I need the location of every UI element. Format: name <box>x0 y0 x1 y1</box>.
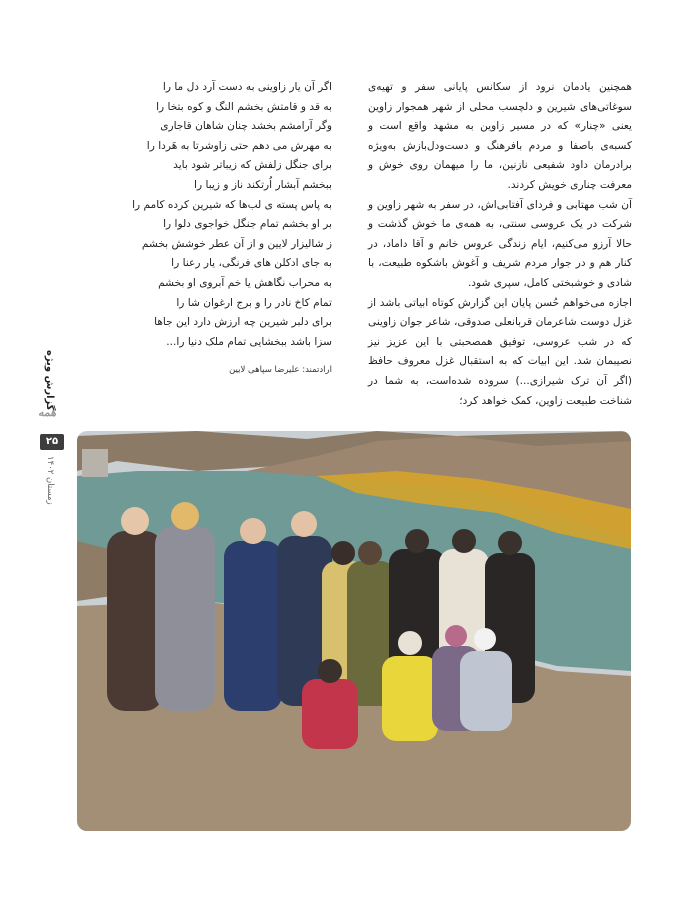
article-paragraph: آن شب مهتابی و فردای آفتابی‌اش، در سفر به شهر زاوین و شرکت در یک عروسی سنتی، به همه‌ی ما خوش گذشت و حالا آرزو می‌کنیم، ایام زندگی عروس خانم و آقا داماد، در کنار هم و در جوار مردم شریف و آغوش باشکوه طبیعت، با شادی و خوشبختی کامل، سپری شود. <box>368 198 632 289</box>
person <box>291 511 317 537</box>
section-title: گزارش ویژه <box>44 350 55 411</box>
person <box>331 541 355 565</box>
article-body-right <box>368 78 632 411</box>
poem-line: تمام کاخ نادر را و برج ارغوان شا را <box>176 296 332 309</box>
person <box>121 507 149 535</box>
person <box>405 529 429 553</box>
page-sidebar <box>32 350 74 520</box>
group-photo <box>77 431 631 831</box>
poem-line: ببخشم آبشار اُرتکند ناز و زیبا را <box>194 178 332 191</box>
poem-line: به محراب نگاهش یا خم آبروی او بخشم <box>158 276 332 289</box>
poem-line: به مهرش می دهم حتی زاوشرتا به هَردا را <box>146 139 332 152</box>
author-credit: ارادتمند: علیرضا سپاهی لایین <box>229 365 332 375</box>
poem-line: بر او بخشم تمام جنگل خواجوی دلوا را <box>163 218 332 231</box>
poem-line: به پاس پسته ی لب‌ها که شیرین کرده کامم را <box>132 198 332 211</box>
person <box>498 531 522 555</box>
person <box>452 529 476 553</box>
poem-line: برای جنگل زلفش که زیباتر شود باید <box>173 159 332 172</box>
poem-line: برای دلبر شیرین چه ارزش دارد این جاها <box>154 316 332 329</box>
poem-block <box>118 78 332 352</box>
issue-date: زمستان ۱۴۰۲ <box>45 456 55 505</box>
article-paragraph: اجازه می‌خواهم حُسن پایان این گزارش کوتاه ابیاتی باشد از غزل دوست شاعرمان قربانعلی صدوقی، شاعر جوان زاوینی که در شب عروسی، توفیق همصحبتی با این عزیز نیز نصیبمان شد. این ابیات که به استقبال غزل معروف حافظ (اگر آن ترک شیرازی...) سروده شده‌است، به شما در شناخت طبیعت زاوین، کمک خواهد کرد؛ <box>368 296 632 407</box>
person <box>460 651 512 731</box>
person <box>107 531 163 711</box>
page-number: ۲۵ <box>40 434 64 450</box>
person <box>318 659 342 683</box>
person <box>398 631 422 655</box>
person <box>171 502 199 530</box>
poem-line: به جای ادکلن های فرنگی، یار رعنا را <box>171 257 332 270</box>
poem-line: به قد و قامتش بخشم النگ و کوه بتخا را <box>156 100 332 113</box>
poem-line: وگر آرامشم بخشد چنان شاهان قاجاری <box>160 120 332 133</box>
person <box>358 541 382 565</box>
person <box>302 679 358 749</box>
person <box>445 625 467 647</box>
article-paragraph: همچنین یادمان نرود از سکانس پایانی سفر و تهیه‌ی سوغاتی‌های شیرین و دلچسب محلی از شهر همجوار زاوین یعنی «چنار» که در مسیر زاوین به مشهد واقع است و کسبه‌ی باصفا و مردم بافرهنگ و دست‌ودل‌بازش به‌ویژه برادرمان داود شفیعی نازنین، ما را میهمان روی خوش و معرفت چناری خویش کردند. <box>368 81 632 191</box>
person <box>474 628 496 650</box>
person <box>155 526 215 711</box>
person <box>382 656 438 741</box>
dam-structure <box>82 449 108 477</box>
magazine-logo: همه <box>38 406 57 419</box>
group-photo-illustration <box>77 431 631 831</box>
poem-line: سزا باشد ببخشایی تمام ملک دنیا را... <box>166 335 332 348</box>
poem-line: اگر آن یار زاوینی به دست آرد دل ما را <box>162 81 332 93</box>
person <box>240 518 266 544</box>
person <box>224 541 282 711</box>
poem-line: ز شالیزار لایین و از آن عطر خوشش بخشم <box>141 237 332 250</box>
